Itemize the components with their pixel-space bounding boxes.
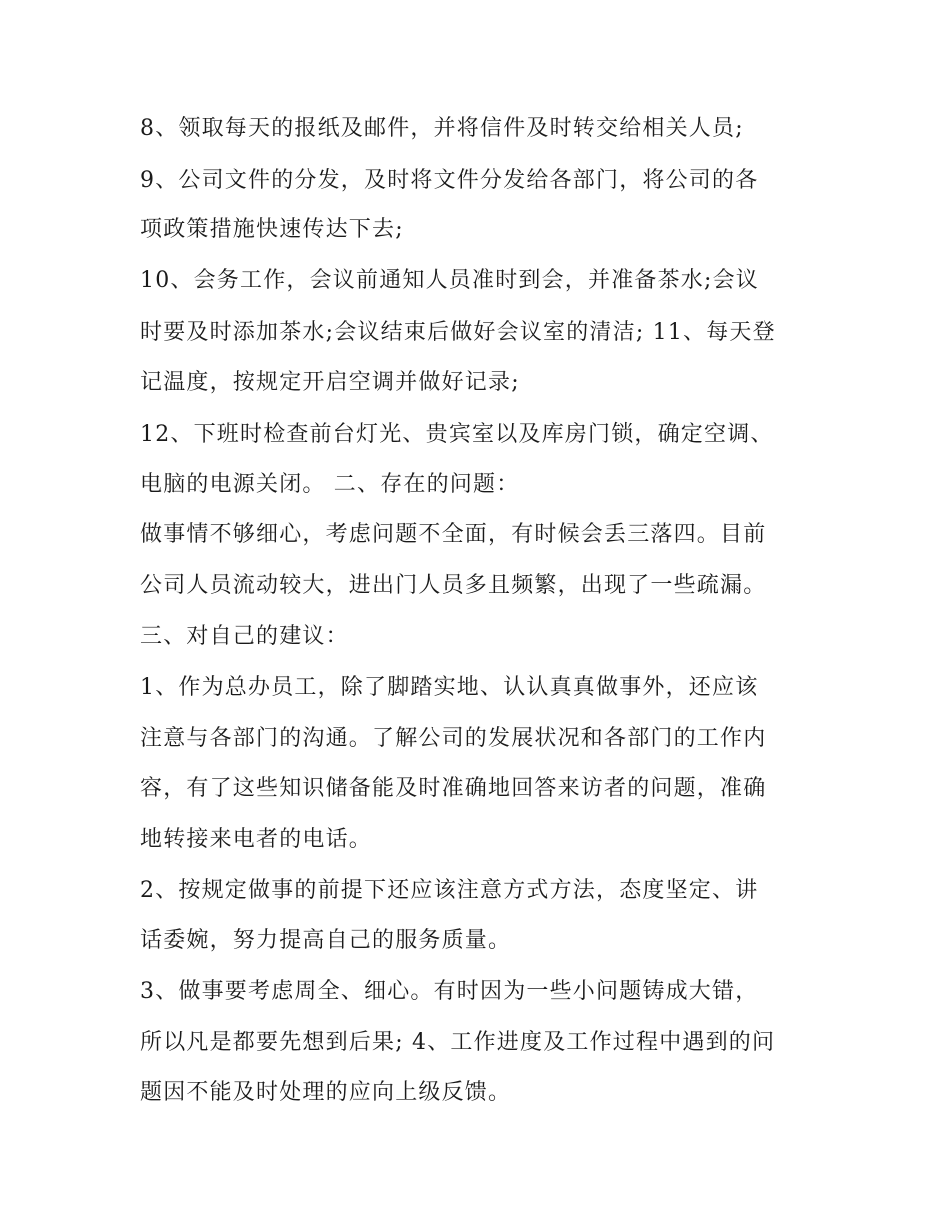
text-line: 地转接来电者的电话。 [140,827,373,852]
text-line: 电脑的电源关闭。 二、存在的问题： [140,472,520,497]
text-line: 时要及时添加茶水;会议结束后做好会议室的清洁; 11、每天登 [140,320,776,345]
text-line: 8、领取每天的报纸及邮件，并将信件及时转交给相关人员; [140,116,744,141]
text-line: 注意与各部门的沟通。了解公司的发展状况和各部门的工作内 [140,726,767,751]
text-line: 容，有了这些知识储备能及时准确地回答来访者的问题，准确 [140,776,767,801]
text-line: 做事情不够细心，考虑问题不全面，有时候会丢三落四。目前 [140,522,767,547]
text-line: 9、公司文件的分发，及时将文件分发给各部门，将公司的各 [140,168,759,193]
text-line: 题因不能及时处理的应向上级反馈。 [140,1080,512,1105]
text-line: 所以凡是都要先想到后果; 4、工作进度及工作过程中遇到的问 [140,1030,776,1055]
text-line: 10、会务工作，会议前通知人员准时到会，并准备茶水;会议 [140,268,760,293]
text-line: 记温度，按规定开启空调并做好记录; [140,370,520,395]
text-line: 话委婉，努力提高自己的服务质量。 [140,928,512,953]
text-line: 三、对自己的建议： [140,624,349,649]
text-line: 12、下班时检查前台灯光、贵宾室以及库房门锁，确定空调、 [140,422,774,447]
text-line: 2、按规定做事的前提下还应该注意方式方法，态度坚定、讲 [140,878,759,903]
text-line: 1、作为总办员工，除了脚踏实地、认认真真做事外，还应该 [140,675,759,700]
text-line: 3、做事要考虑周全、细心。有时因为一些小问题铸成大错， [140,979,759,1004]
text-line: 项政策措施快速传达下去; [140,217,404,242]
text-line: 公司人员流动较大，进出门人员多且频繁，出现了一些疏漏。 [140,573,767,598]
